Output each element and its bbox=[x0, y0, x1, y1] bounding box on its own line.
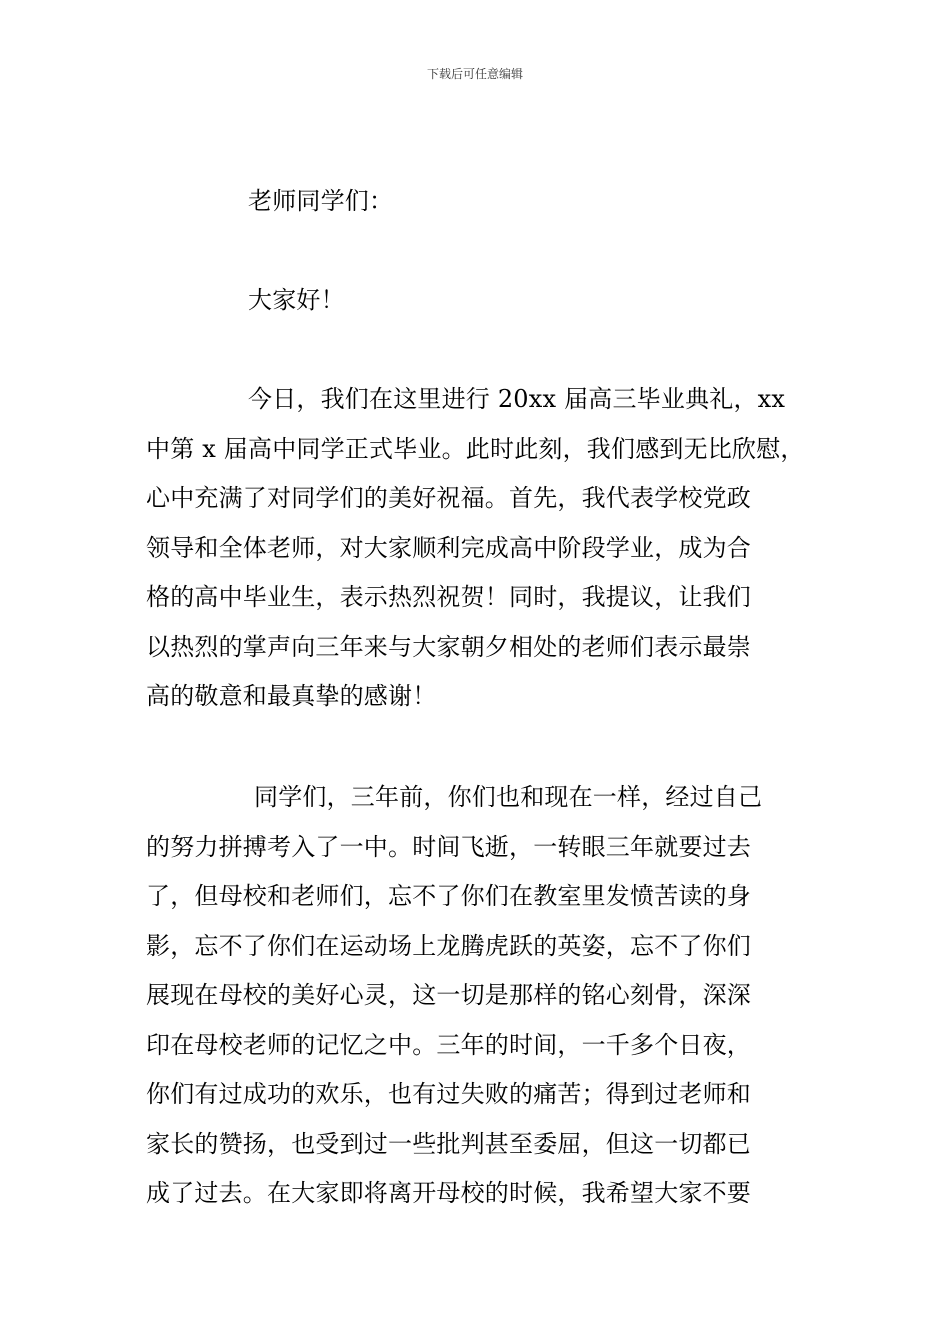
page-header-note: 下载后可任意编辑 bbox=[426, 67, 523, 81]
paragraph-1-line: 今日，我们在这里进行 20xx 届高三毕业典礼，xx bbox=[248, 385, 786, 413]
paragraph-2-line: 你们有过成功的欢乐，也有过失败的痛苦；得到过老师和 bbox=[146, 1080, 751, 1108]
paragraph-1-line: 以热烈的掌声向三年来与大家朝夕相处的老师们表示最崇 bbox=[146, 632, 751, 661]
paragraph-2-line: 同学们，三年前，你们也和现在一样，经过自己 bbox=[254, 783, 763, 811]
paragraph-2-line: 成了过去。在大家即将离开母校的时候，我希望大家不要 bbox=[146, 1179, 751, 1207]
paragraph-2-line: 展现在母校的美好心灵，这一切是那样的铭心刻骨，深深 bbox=[146, 981, 751, 1009]
greeting-line: 大家好！ bbox=[248, 286, 345, 314]
paragraph-2-line: 的努力拼搏考入了一中。时间飞逝，一转眼三年就要过去 bbox=[146, 832, 751, 861]
paragraph-2-line: 了，但母校和老师们，忘不了你们在教室里发愤苦读的身 bbox=[146, 882, 751, 910]
paragraph-1 bbox=[146, 375, 836, 722]
salutation-line: 老师同学们： bbox=[248, 187, 394, 215]
paragraph-1-line: 格的高中毕业生，表示热烈祝贺！同时，我提议，让我们 bbox=[146, 583, 751, 611]
paragraph-2-line: 家长的赞扬，也受到过一些批判甚至委屈，但这一切都已 bbox=[146, 1129, 751, 1158]
paragraph-1-line: 中第 x 届高中同学正式毕业。此时此刻，我们感到无比欣慰， bbox=[146, 434, 805, 463]
paragraph-1-line: 领导和全体老师，对大家顺利完成高中阶段学业，成为合 bbox=[146, 533, 751, 562]
paragraph-2-line: 印在母校老师的记忆之中。三年的时间，一千多个日夜， bbox=[146, 1030, 751, 1059]
paragraph-1-line: 心中充满了对同学们的美好祝福。首先，我代表学校党政 bbox=[146, 484, 751, 512]
paragraph-2-line: 影，忘不了你们在运动场上龙腾虎跃的英姿，忘不了你们 bbox=[146, 931, 751, 960]
paragraph-1-line: 高的敬意和最真挚的感谢！ bbox=[146, 682, 437, 710]
paragraph-2 bbox=[146, 773, 836, 1219]
